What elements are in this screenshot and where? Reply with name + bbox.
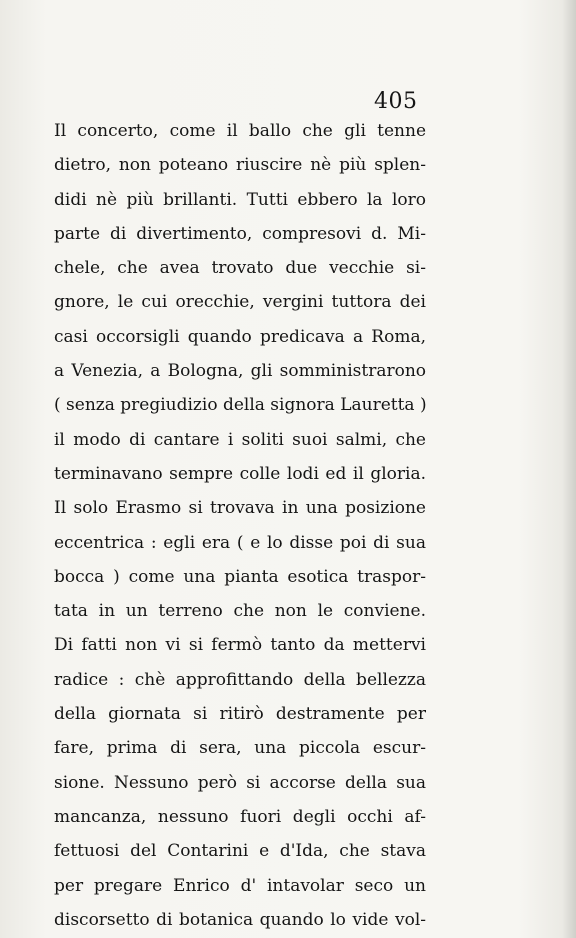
text-line: fare, prima di sera, una piccola escur- <box>54 738 426 759</box>
text-line: a Venezia, a Bologna, gli somministrarono <box>54 361 426 382</box>
page-edge-shadow <box>562 0 576 938</box>
text-line: bocca ) come una pianta esotica traspor- <box>54 566 426 587</box>
text-line: il modo di cantare i soliti suoi salmi, che <box>54 429 426 450</box>
text-line: sione. Nessuno però si accorse della sua <box>54 772 426 793</box>
text-line: dietro, non poteano riuscire nè più splen- <box>54 155 426 176</box>
text-line: didi nè più brillanti. Tutti ebbero la loro <box>54 189 426 210</box>
text-line: parte di divertimento, compresovi d. Mi- <box>54 223 426 244</box>
text-line: fettuosi del Contarini e d'Ida, che stava <box>54 841 426 862</box>
text-line: ( senza pregiudizio della signora Lauretta ) <box>54 395 427 416</box>
text-line: discorsetto di botanica quando lo vide vol- <box>54 909 426 930</box>
text-line: della giornata si ritirò destramente per <box>54 704 426 725</box>
text-line: Il concerto, come il ballo che gli tenne <box>54 121 426 141</box>
text-line: gnore, le cui orecchie, vergini tuttora dei <box>54 292 426 313</box>
text-line: tata in un terreno che non le conviene. <box>54 601 426 622</box>
page-number: 405 <box>374 89 418 114</box>
text-line: chele, che avea trovato due vecchie si- <box>54 258 426 279</box>
text-line: terminavano sempre colle lodi ed il gloria. <box>54 463 426 484</box>
text-line: casi occorsigli quando predicava a Roma, <box>54 326 426 347</box>
body-text <box>54 114 426 937</box>
text-line: eccentrica : egli era ( e lo disse poi di sua <box>54 532 426 553</box>
text-line: Di fatti non vi si fermò tanto da mettervi <box>54 635 426 656</box>
text-line: per pregare Enrico d' intavolar seco un <box>54 875 426 896</box>
text-line: mancanza, nessuno fuori degli occhi af- <box>54 806 426 827</box>
text-line: radice : chè approfittando della bellezza <box>54 669 426 690</box>
text-line: Il solo Erasmo si trovava in una posizione <box>54 498 426 519</box>
